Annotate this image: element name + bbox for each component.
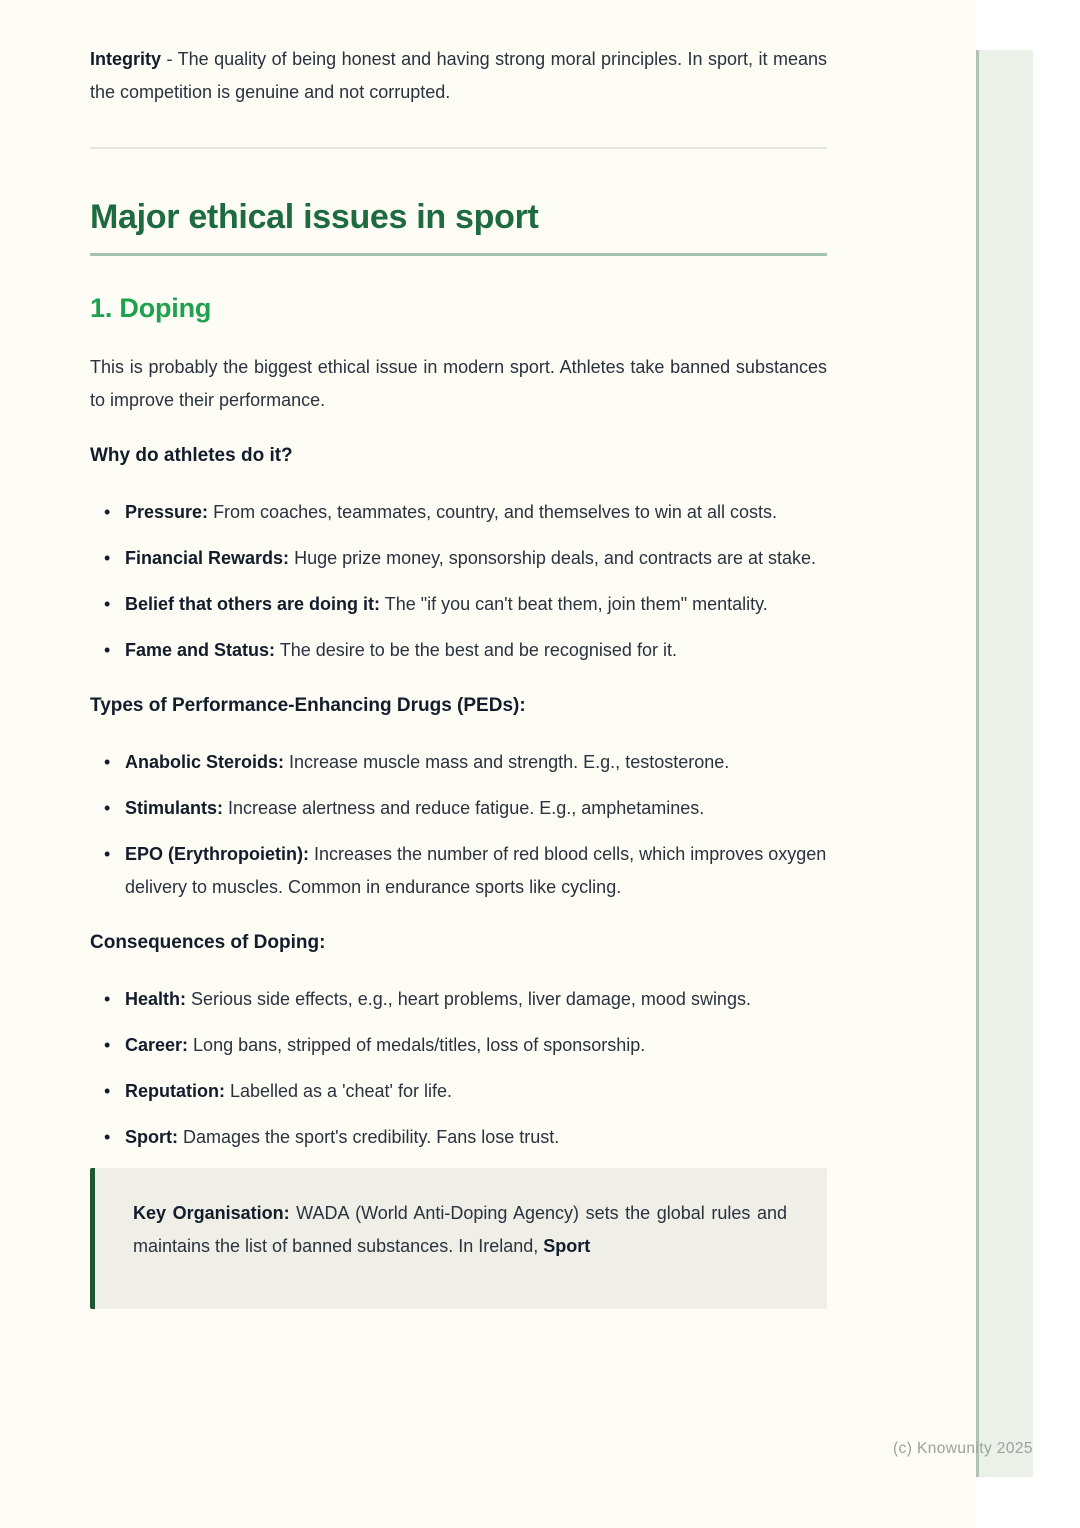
list-item bbox=[125, 1121, 827, 1154]
list-item bbox=[125, 792, 827, 825]
list-item-label: Sport: bbox=[125, 1127, 178, 1147]
section-divider bbox=[90, 147, 827, 149]
list-item-text: Increases the number of red blood cells, which improves oxygen delivery to muscles. Common in endurance sports like cycling. bbox=[125, 844, 827, 897]
list-item-text: Huge prize money, sponsorship deals, and contracts are at stake. bbox=[289, 548, 817, 568]
list-item-label: Belief that others are doing it: bbox=[125, 594, 381, 614]
doping-intro-paragraph: This is probably the biggest ethical issue in modern sport. Athletes take banned substances to improve their performance. bbox=[90, 357, 827, 410]
list-item bbox=[125, 588, 827, 621]
list-item bbox=[125, 542, 827, 575]
list-item-label: EPO (Erythropoietin): bbox=[125, 844, 309, 864]
next-page-edge bbox=[976, 50, 1033, 1477]
why-athletes-heading: Why do athletes do it? bbox=[90, 445, 293, 466]
list-item-label: Reputation: bbox=[125, 1081, 225, 1101]
list-item-text: Long bans, stripped of medals/titles, loss of sponsorship. bbox=[188, 1035, 646, 1055]
page-content bbox=[90, 0, 827, 1309]
subsection-heading-doping: 1. Doping bbox=[90, 293, 212, 323]
list-item bbox=[125, 1075, 827, 1108]
consequences-heading: Consequences of Doping: bbox=[90, 932, 326, 953]
list-item-label: Health: bbox=[125, 989, 187, 1009]
list-item-text: Increase alertness and reduce fatigue. E.g., amphetamines. bbox=[223, 798, 705, 818]
list-item-label: Stimulants: bbox=[125, 798, 224, 818]
list-item-label: Career: bbox=[125, 1035, 189, 1055]
list-item-text: Increase muscle mass and strength. E.g., testosterone. bbox=[284, 752, 730, 772]
list-item-label: Anabolic Steroids: bbox=[125, 752, 285, 772]
ped-types-heading: Types of Performance-Enhancing Drugs (PEDs): bbox=[90, 695, 526, 716]
list-item-text: Damages the sport's credibility. Fans lose trust. bbox=[178, 1127, 560, 1147]
callout-body-text: WADA (World Anti-Doping Agency) sets the global rules and maintains the list of banned substances. In Ireland, bbox=[133, 1203, 787, 1256]
copyright-watermark: (c) Knowunity 2025 bbox=[893, 1440, 1033, 1457]
page-title: Major ethical issues in sport bbox=[90, 197, 827, 256]
list-item-text: The desire to be the best and be recognised for it. bbox=[275, 640, 677, 660]
list-item bbox=[125, 746, 827, 779]
list-item bbox=[125, 1029, 827, 1062]
definition-paragraph bbox=[90, 43, 827, 109]
list-item-text: From coaches, teammates, country, and themselves to win at all costs. bbox=[208, 502, 777, 522]
list-item bbox=[125, 983, 827, 1016]
why-athletes-list bbox=[90, 496, 827, 667]
definition-text: - The quality of being honest and having strong moral principles. In sport, it means the competition is genuine and not corrupted. bbox=[90, 49, 827, 102]
list-item-label: Pressure: bbox=[125, 502, 209, 522]
list-item-label: Fame and Status: bbox=[125, 640, 276, 660]
list-item-label: Financial Rewards: bbox=[125, 548, 290, 568]
consequences-list bbox=[90, 983, 827, 1154]
list-item-text: The "if you can't beat them, join them" mentality. bbox=[380, 594, 768, 614]
list-item bbox=[125, 634, 827, 667]
list-item bbox=[125, 838, 827, 904]
key-organisation-callout bbox=[90, 1168, 827, 1309]
callout-tail-label: Sport bbox=[543, 1236, 591, 1256]
callout-paragraph bbox=[133, 1197, 787, 1263]
definition-term: Integrity bbox=[90, 49, 162, 69]
ped-types-list bbox=[90, 746, 827, 904]
list-item-text: Serious side effects, e.g., heart problems, liver damage, mood swings. bbox=[186, 989, 751, 1009]
callout-lead-label: Key Organisation: bbox=[133, 1203, 290, 1223]
list-item-text: Labelled as a 'cheat' for life. bbox=[224, 1081, 452, 1101]
list-item bbox=[125, 496, 827, 529]
